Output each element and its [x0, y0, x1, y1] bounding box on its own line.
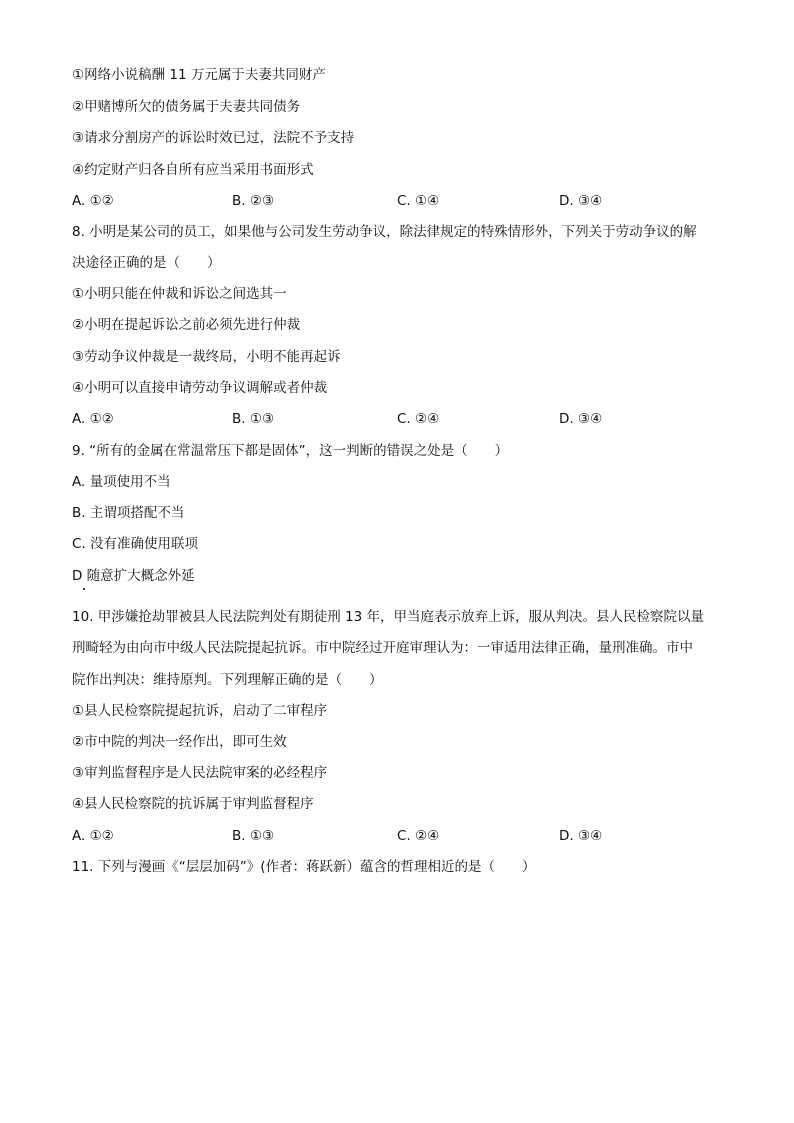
- q7-statement-2: ②甲赌博所欠的债务属于夫妻共同债务: [72, 99, 301, 115]
- q8-option-a: A. ①②: [72, 411, 114, 427]
- q7-options: [72, 191, 732, 211]
- q9-choice-d: D 随意扩大概念外延: [72, 568, 195, 584]
- q10-statement-4: ④县人民检察院的抗诉属于审判监督程序: [72, 796, 314, 812]
- q9-stem: 9. “所有的金属在常温常压下都是固体”，这一判断的错误之处是（ ）: [72, 443, 509, 459]
- q9-choice-a: A. 量项使用不当: [72, 474, 171, 490]
- q9-choice-b: B. 主谓项搭配不当: [72, 505, 185, 521]
- q8-statement-4: ④小明可以直接申请劳动争议调解或者仲裁: [72, 380, 328, 396]
- q7-statement-4: ④约定财产归各自所有应当采用书面形式: [72, 162, 314, 178]
- q8-statement-1: ①小明只能在仲裁和诉讼之间选其一: [72, 286, 287, 302]
- q10-statement-2: ②市中院的判决一经作出，即可生效: [72, 734, 287, 750]
- q10-statement-3: ③审判监督程序是人民法院审案的必经程序: [72, 765, 328, 781]
- q8-option-c: C. ②④: [397, 411, 440, 427]
- q10-stem-line-2: 刑畸轻为由向市中级人民法院提起抗诉。市中院经过开庭审理认为：一审适用法律正确，量刑准确。市中: [72, 640, 693, 656]
- q11-stem: 11. 下列与漫画《“层层加码”》(作者：蒋跃新）蕴含的哲理相近的是（ ）: [72, 859, 536, 875]
- q8-option-b: B. ①③: [232, 411, 275, 427]
- q7-statement-3: ③请求分割房产的诉讼时效已过，法院不予支持: [72, 130, 355, 146]
- q10-option-c: C. ②④: [397, 828, 440, 844]
- q8-options: [72, 409, 732, 429]
- q9-choice-c: C. 没有准确使用联项: [72, 536, 199, 552]
- q7-statement-1: ①网络小说稿酬 11 万元属于夫妻共同财产: [72, 67, 326, 83]
- stray-dot: [83, 588, 85, 590]
- q10-stem-line-3: 院作出判决：维持原判。下列理解正确的是（ ）: [72, 672, 383, 688]
- q8-statement-3: ③劳动争议仲裁是一裁终局，小明不能再起诉: [72, 349, 341, 365]
- q8-stem-line-2: 决途径正确的是（ ）: [72, 255, 221, 271]
- q8-option-d: D. ③④: [559, 411, 603, 427]
- q10-option-a: A. ①②: [72, 828, 114, 844]
- q10-option-d: D. ③④: [559, 828, 603, 844]
- q7-option-a: A. ①②: [72, 193, 114, 209]
- q8-stem-line-1: 8. 小明是某公司的员工，如果他与公司发生劳动争议，除法律规定的特殊情形外，下列关于劳动争议的解: [72, 224, 697, 240]
- q7-option-c: C. ①④: [397, 193, 440, 209]
- q10-stem-line-1: 10. 甲涉嫌抢劫罪被县人民法院判处有期徒刑 13 年，甲当庭表示放弃上诉，服从判决。县人民检察院以量: [72, 609, 705, 625]
- q7-option-b: B. ②③: [232, 193, 275, 209]
- q7-option-d: D. ③④: [559, 193, 603, 209]
- q10-options: [72, 826, 732, 846]
- q8-statement-2: ②小明在提起诉讼之前必须先进行仲裁: [72, 317, 301, 333]
- q10-statement-1: ①县人民检察院提起抗诉，启动了二审程序: [72, 703, 328, 719]
- q10-option-b: B. ①③: [232, 828, 275, 844]
